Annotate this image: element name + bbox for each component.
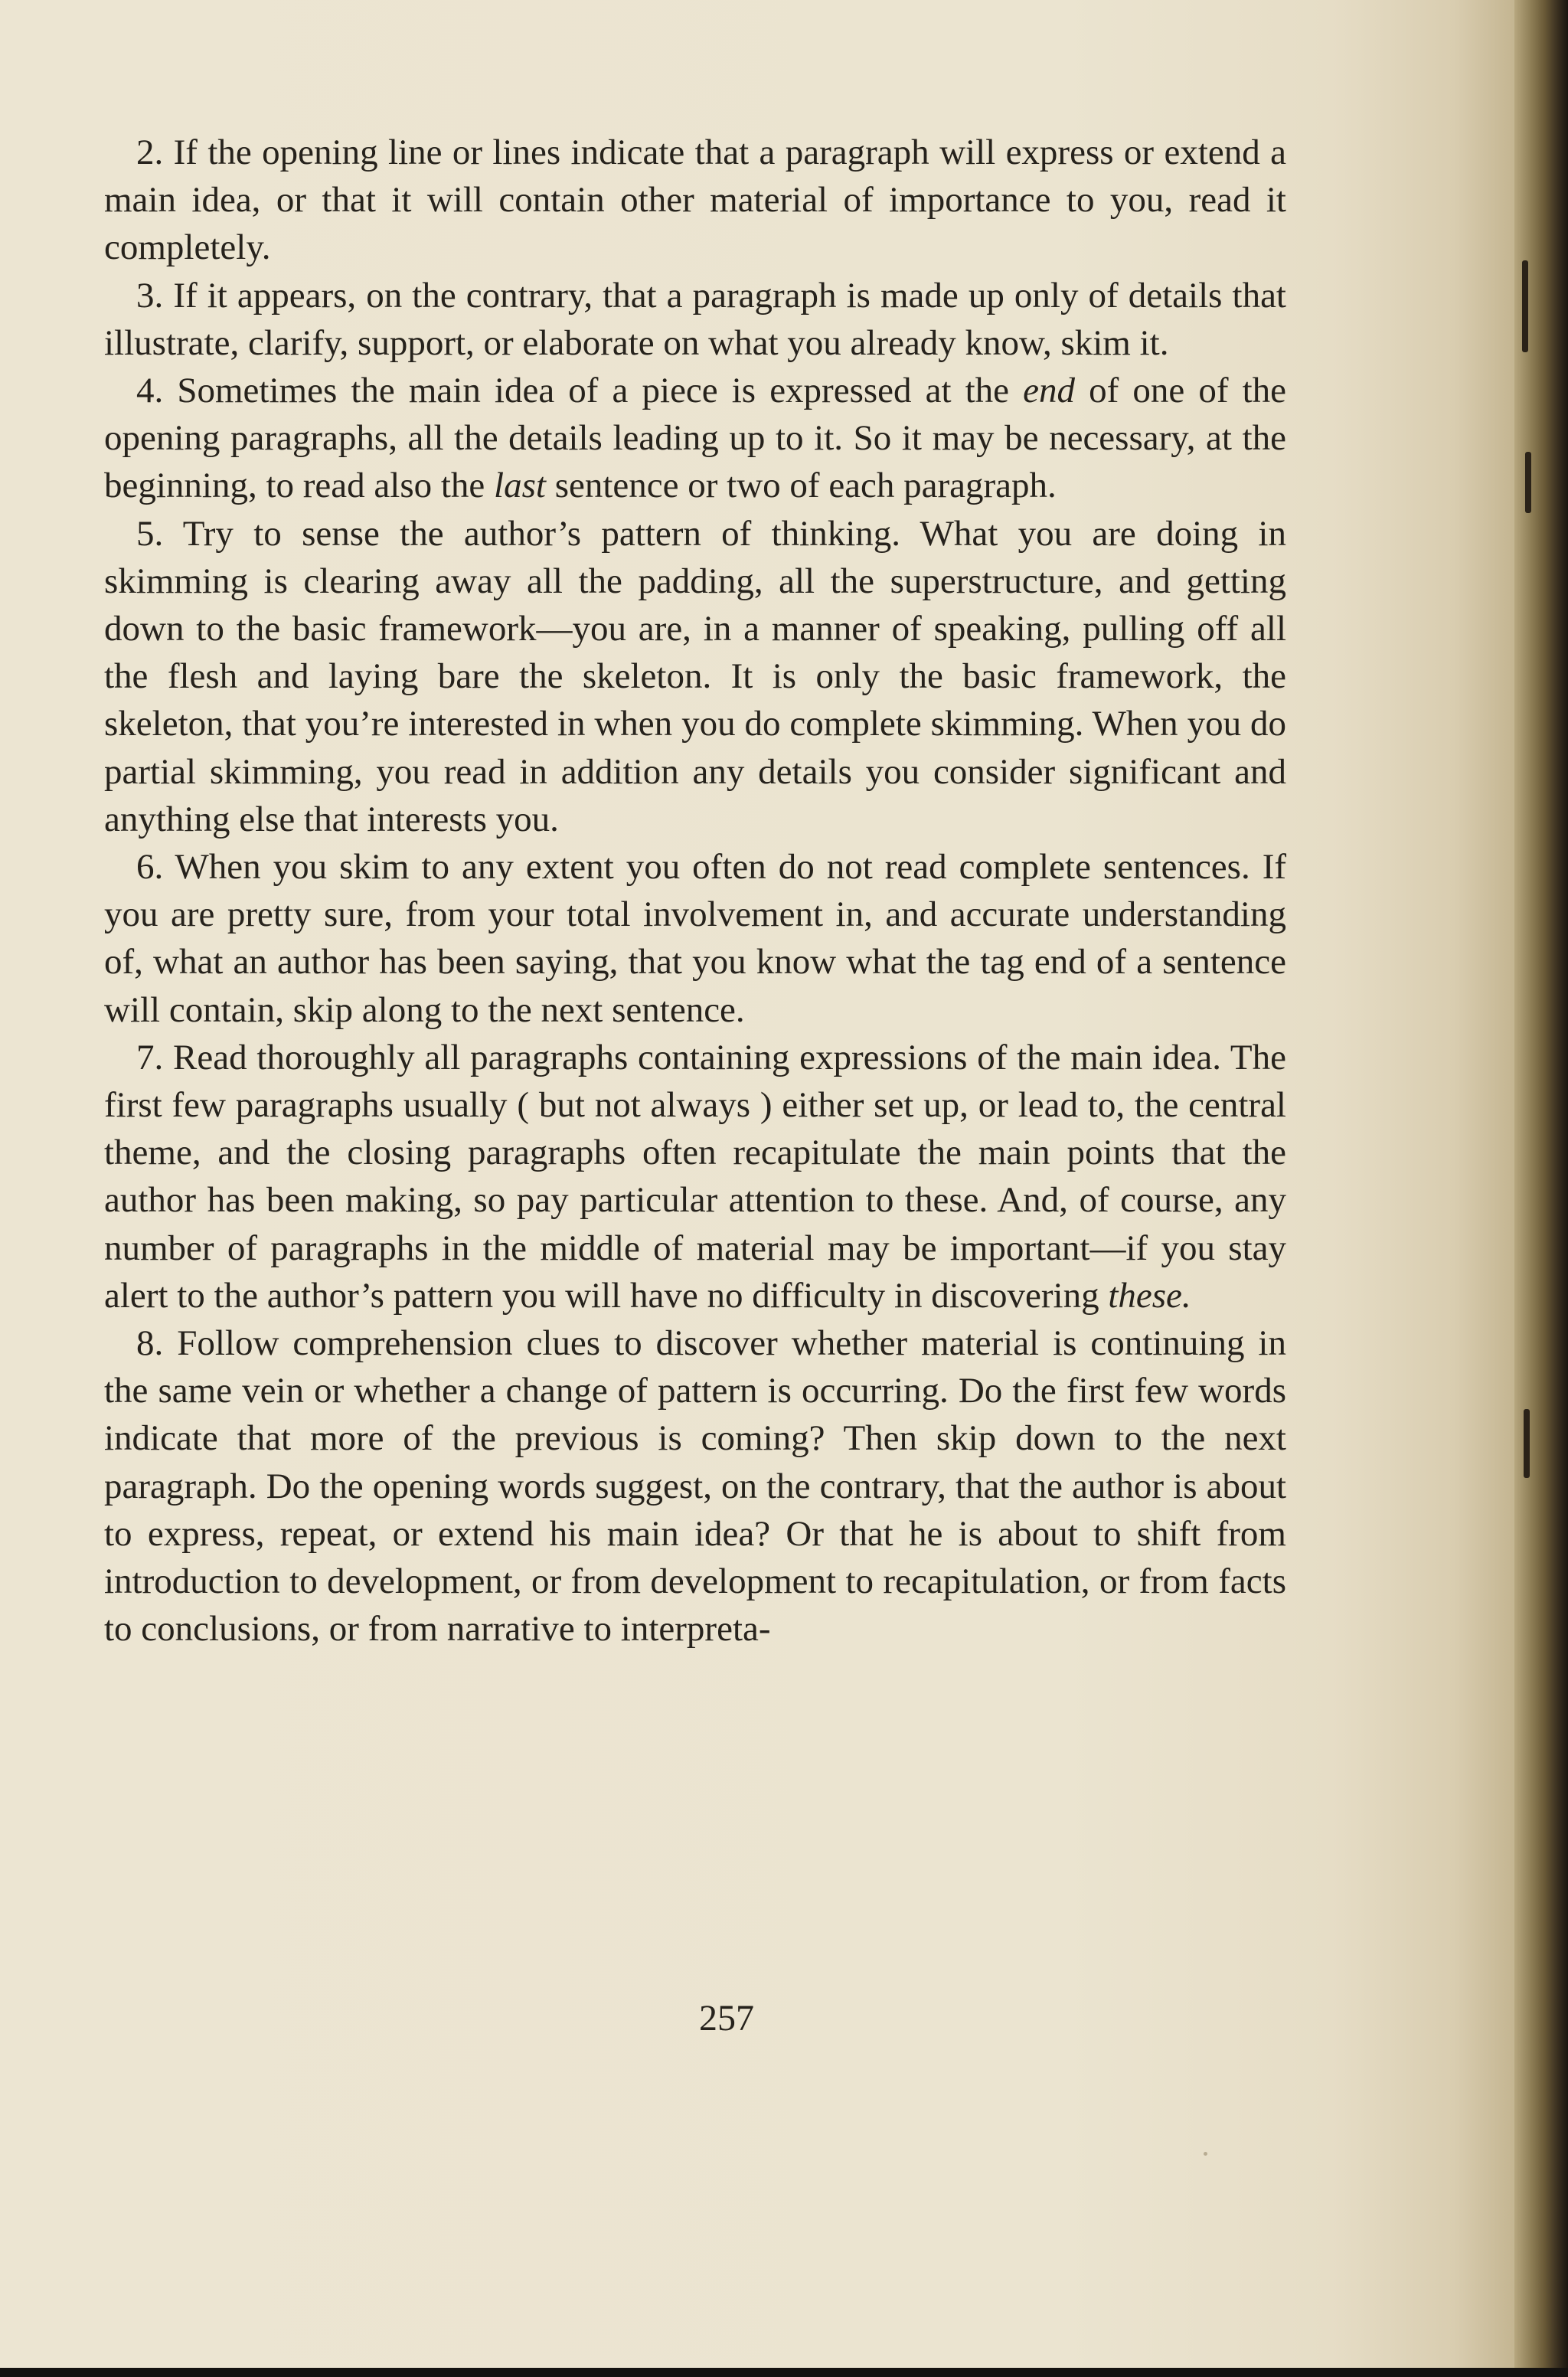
text-run: 7. Read thoroughly all paragraphs containing expressions of the main idea. The first few paragraphs usually ( but not always ) either set up, or lead to, the central theme, and the closing paragraphs often recapitulate the main points that the author has been making, so pay particular attention to these. And, of course, any number of paragraphs in the middle of material may be important—if you stay alert to the author’s pattern you will have no difficulty in discovering [104, 1037, 1286, 1316]
page-number [0, 1997, 1514, 2039]
italic-text: these. [1108, 1275, 1191, 1316]
edge-shadow-mark [1524, 1409, 1530, 1478]
paragraph [104, 510, 1286, 843]
italic-text: last [494, 466, 546, 506]
italic-text: end [1023, 371, 1076, 411]
paragraph [104, 272, 1286, 367]
text-run: sentence or two of each paragraph. [545, 466, 1057, 506]
paragraph [104, 843, 1286, 1034]
paragraph [104, 129, 1286, 272]
edge-shadow-mark [1522, 260, 1528, 352]
paragraph [104, 1319, 1286, 1653]
text-run: 5. Try to sense the author’s pattern of thinking. What you are doing in skimming is clearing away all the padding, all the superstructure, and getting down to the basic framework—you are, in a manner of speaking, pulling off all the flesh and laying bare the skeleton. It is only the basic framework, the skeleton, that you’re interested in when you do complete skimming. When you do partial skimming, you read in addition any details you consider significant and anything else that interests you. [104, 513, 1286, 839]
book-spine-edge [1514, 0, 1568, 2368]
text-run: 8. Follow comprehension clues to discover whether material is continuing in the same vein or whether a change of pattern is occurring. Do the first few words indicate that more of the previous is coming? Then skip down to the next paragraph. Do the opening words suggest, on the contrary, that the author is about to express, repeat, or extend his main idea? Or that he is about to shift from introduction to development, or from development to recapitulation, or from facts to conclusions, or from narrative to interpreta- [104, 1323, 1286, 1650]
text-run: 2. If the opening line or lines indicate that a paragraph will express or extend a main idea, or that it will contain other material of importance to you, read it completely. [104, 132, 1286, 268]
scan-border [0, 2368, 1568, 2377]
text-run: 4. Sometimes the main idea of a piece is expressed at the [136, 371, 1024, 411]
body-text [104, 129, 1286, 1653]
text-run: 3. If it appears, on the contrary, that a paragraph is made up only of details that illustrate, clarify, support, or elaborate on what you already know, skim it. [104, 275, 1286, 363]
page-number-text: 257 [699, 1998, 754, 2039]
paragraph [104, 1034, 1286, 1319]
edge-shadow-mark [1525, 452, 1531, 513]
text-run: 6. When you skim to any extent you often do not read complete sentences. If you are pretty sure, from your total involvement in, and accurate understanding of, what an author has been saying, that you know what the tag end of a sentence will contain, skip along to the next sentence. [104, 847, 1286, 1030]
paper-speck [1204, 2152, 1207, 2156]
paragraph [104, 367, 1286, 510]
text-run: of one of the opening paragraphs, all the details leading up to it. So it may be necessary, at the beginning, to read also the [104, 371, 1286, 506]
